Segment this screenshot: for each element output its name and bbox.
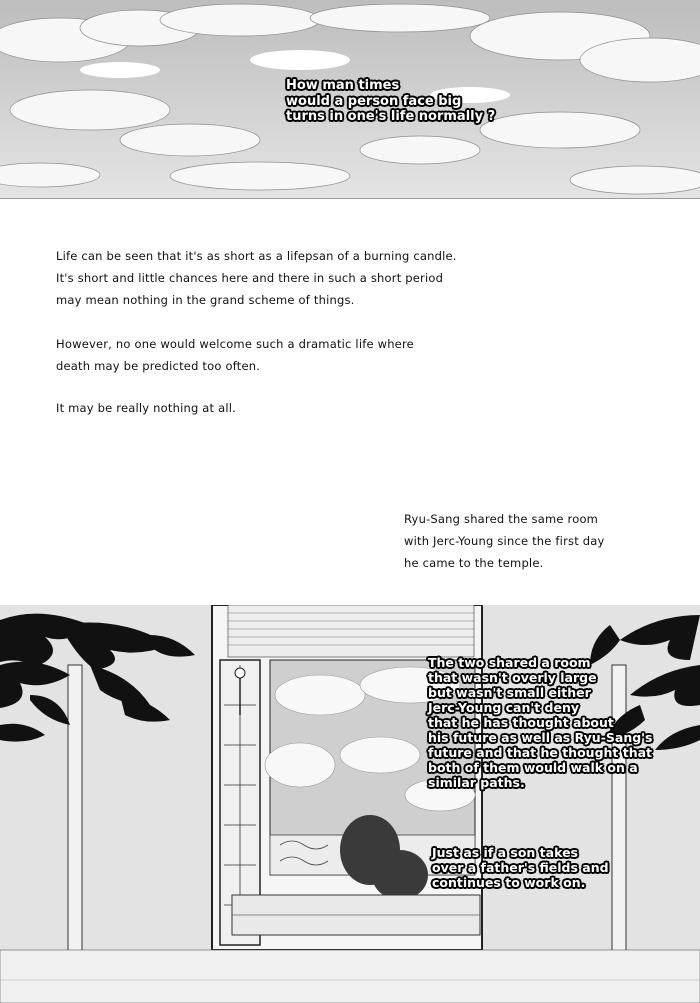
narration-paragraph: It may be really nothing at all. (56, 401, 237, 415)
narration-paragraph: Ryu-Sang shared the same room with Jerc-Young since the first day he came to the temple. (404, 512, 605, 570)
narration-paragraph: Life can be seen that it's as short as a lifepsan of a burning candle. It's short and little chances here and there in such a short period may mean nothing in the grand scheme of things. (56, 249, 457, 307)
panel-caption: The two shared a room that wasn't overly large but wasn't small either Jerc-Young can't deny that he has thought about his future as well as Ryu-Sang's future and that he thought that both of them would walk on a similar paths. (428, 655, 653, 790)
header-caption: How man times would a person face big turns in one's life normally ? (286, 78, 496, 125)
narration-paragraph: However, no one would welcome such a dramatic life where death may be predicted too often. (56, 337, 414, 373)
temple-room-panel (0, 605, 700, 1003)
sky-panel (0, 0, 700, 199)
panel-caption: Just as if a son takes over a father's fields and continues to work on. (432, 845, 609, 890)
